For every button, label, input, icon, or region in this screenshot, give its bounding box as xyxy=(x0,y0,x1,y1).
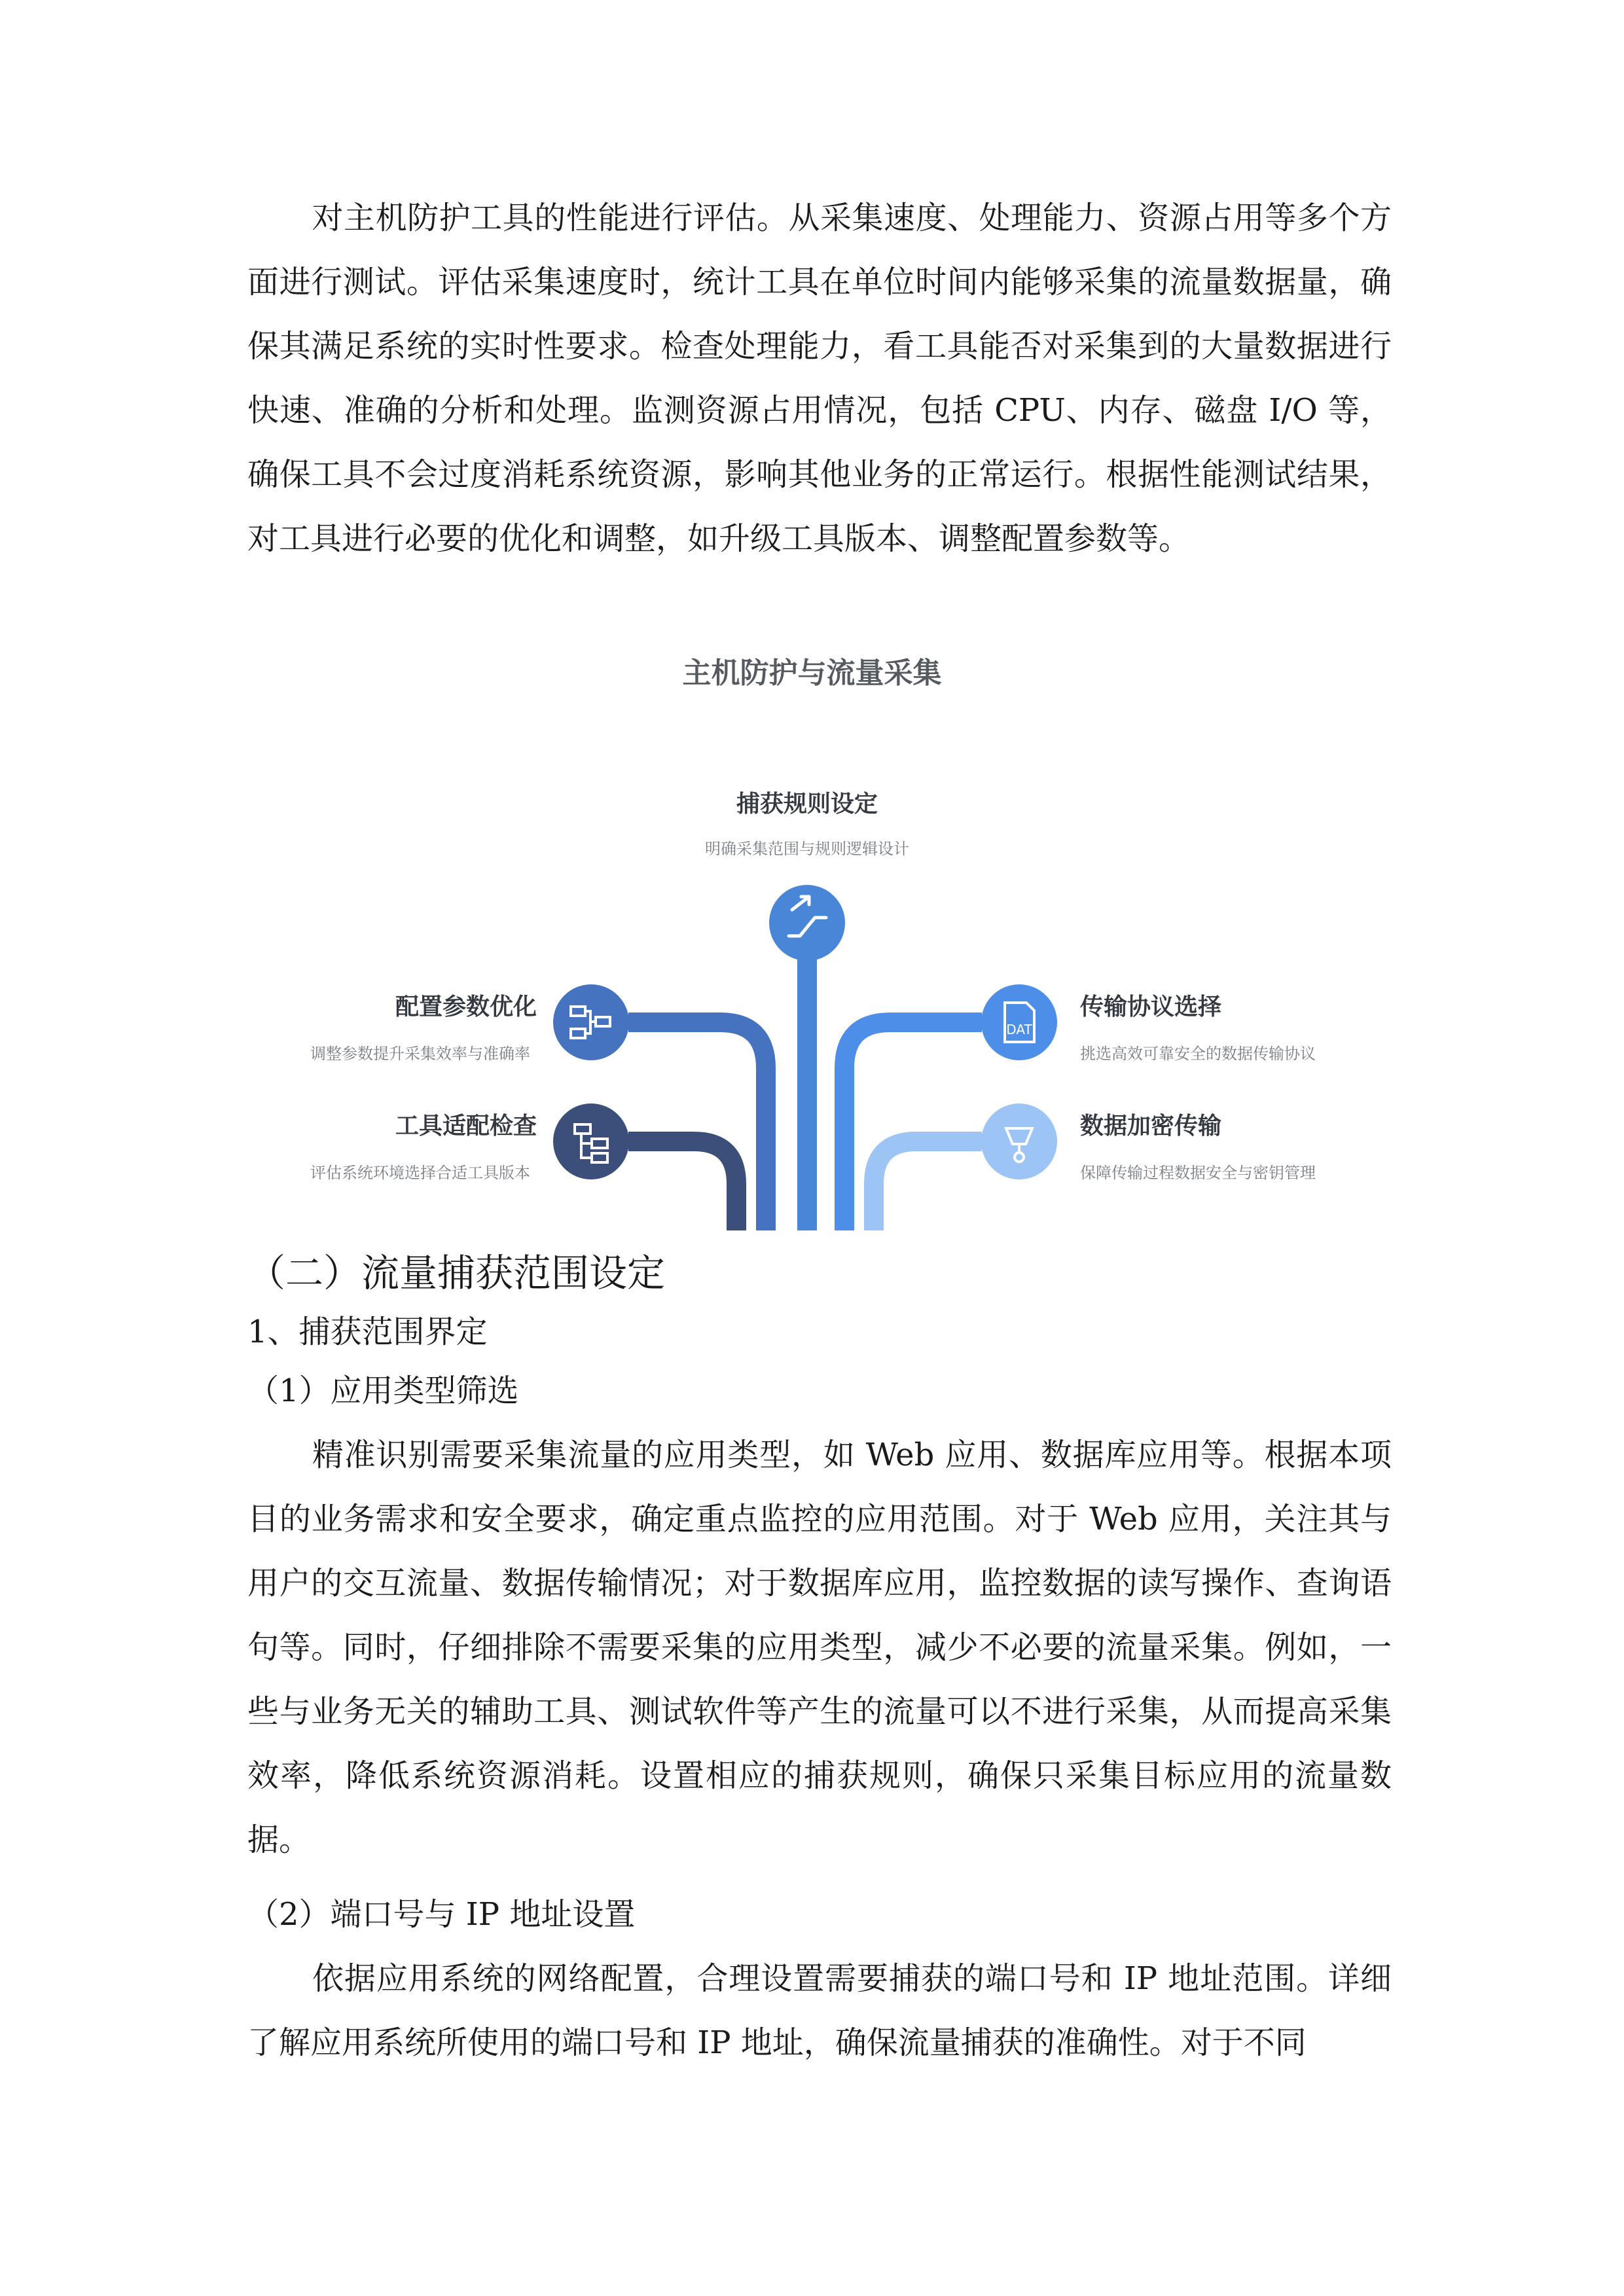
node-top-title: 捕获规则设定 xyxy=(736,791,878,817)
node-right-lower-title: 数据加密传输 xyxy=(1080,1113,1222,1139)
paragraph-port-ip: 依据应用系统的网络配置，合理设置需要捕获的端口号和 IP 地址范围。详细了解应用系统所使用的端口号和 IP 地址，确保流量捕获的准确性。对于不同 xyxy=(247,1960,1392,2061)
section-heading: （二）流量捕获范围设定 xyxy=(247,1251,666,1295)
node-right-upper-desc: 挑选高效可靠安全的数据传输协议 xyxy=(1080,1045,1316,1063)
connector-top xyxy=(797,923,817,1230)
item-heading-app-type: （1）应用类型筛选 xyxy=(247,1372,519,1409)
node-left-upper-title: 配置参数优化 xyxy=(395,994,537,1020)
node-right-lower xyxy=(981,1103,1316,1182)
node-right-upper-title: 传输协议选择 xyxy=(1080,994,1222,1020)
paragraph-app-type: 精准识别需要采集流量的应用类型，如 Web 应用、数据库应用等。根据本项目的业务需求和安全要求，确定重点监控的应用范围。对于 Web 应用，关注其与用户的交互流量、数据传输情况；对于数据库应用，监控数据的读写操作、查询语句等。同时，仔细排除不需要采集的应用类型，减少不必要的流量采集。例如，一些与业务无关的辅助工具、测试软件等产生的流量可以不进行采集，从而提高采集效率，降低系统资源消耗。设置相应的捕获规则，确保只采集目标应用的流量数据。 xyxy=(247,1437,1392,1858)
connector-left-lower xyxy=(628,1141,736,1230)
node-left-upper-desc: 调整参数提升采集效率与准确率 xyxy=(310,1045,530,1063)
figure-title: 主机防护与流量采集 xyxy=(682,656,942,690)
item-heading-port-ip: （2）端口号与 IP 地址设置 xyxy=(247,1896,636,1933)
node-left-lower-title: 工具适配检查 xyxy=(395,1113,537,1139)
node-top-desc: 明确采集范围与规则逻辑设计 xyxy=(705,840,909,858)
subsection-heading: 1、捕获范围界定 xyxy=(247,1314,488,1350)
dat-file-icon-label: DAT xyxy=(1006,1022,1032,1037)
node-left-lower-desc: 评估系统环境选择合适工具版本 xyxy=(310,1164,530,1182)
node-right-lower-desc: 保障传输过程数据安全与密钥管理 xyxy=(1080,1164,1316,1182)
lamp-icon-circle xyxy=(981,1103,1057,1179)
diagram-host-protection xyxy=(0,707,1624,1230)
node-left-upper xyxy=(310,984,629,1063)
node-right-upper xyxy=(981,984,1316,1063)
node-left-lower xyxy=(310,1103,629,1182)
paragraph-performance-eval: 对主机防护工具的性能进行评估。从采集速度、处理能力、资源占用等多个方面进行测试。评估采集速度时，统计工具在单位时间内能够采集的流量数据量，确保其满足系统的实时性要求。检查处理能力，看工具能否对采集到的大量数据进行快速、准确的分析和处理。监测资源占用情况，包括 CPU、内存、磁盘 I/O 等，确保工具不会过度消耗系统资源，影响其他业务的正常运行。根据性能测试结果，对工具进行必要的优化和调整，如升级工具版本、调整配置参数等。 xyxy=(247,200,1392,557)
node-top xyxy=(705,791,909,961)
connector-right-lower xyxy=(874,1141,982,1230)
